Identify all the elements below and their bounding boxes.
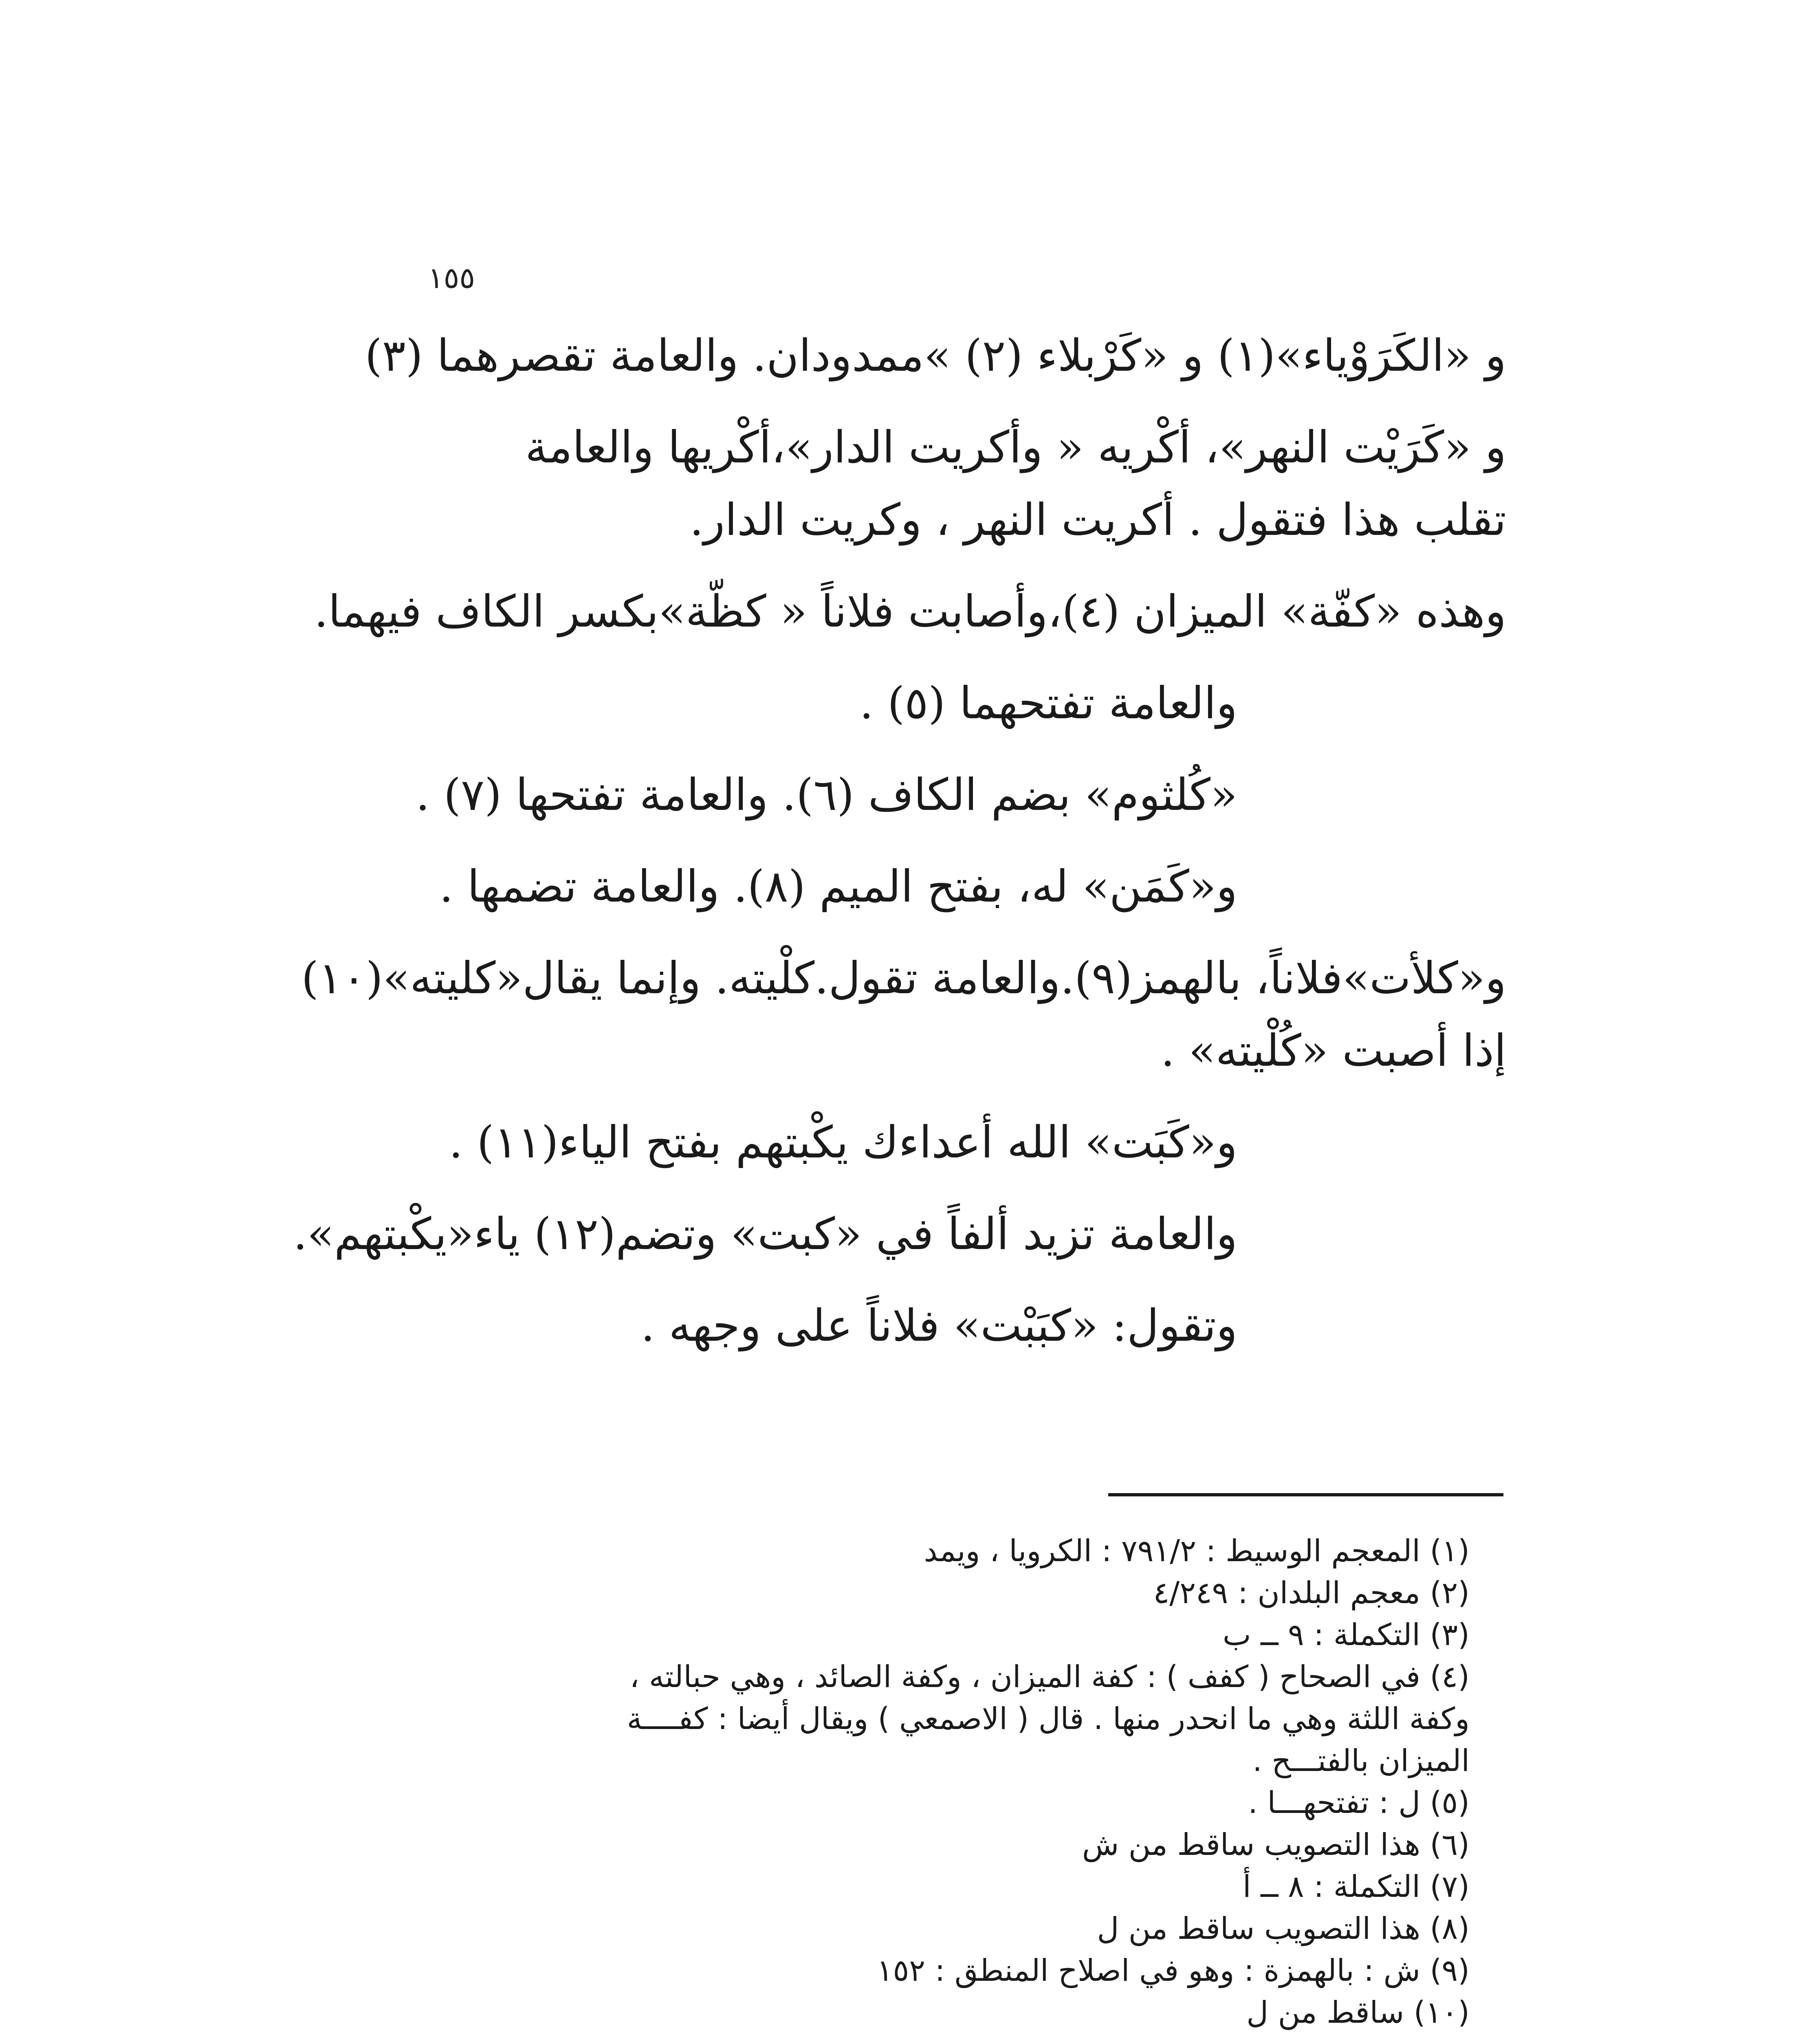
footnote: (٦) هذا التصويب ساقط من ش: [1082, 1827, 1470, 1862]
text-line: والعامة تفتحهما (٥) .: [859, 678, 1237, 729]
main-text: [293, 330, 1506, 1396]
footnote: (٨) هذا التصويب ساقط من ل: [1097, 1911, 1470, 1946]
page-number: ١٥٥: [428, 261, 475, 295]
footnote: (١) المعجم الوسيط : ٧٩١/٢ : الكرويا ، ويمد: [924, 1533, 1470, 1568]
footnote: (٩) ش : بالهمزة : وهو في اصلاح المنطق : ١٥٢: [876, 1953, 1470, 1988]
footnote: (١٠) ساقط من ل: [1246, 1995, 1470, 2030]
footnote-separator: [1108, 1493, 1503, 1496]
text-line: و«كَبَت» الله أعداءك يكْبتهم بفتح الياء(١١) .: [449, 1117, 1237, 1168]
footnote: (٤) في الصحاح ( كفف ) : كفة الميزان ، وكفة الصائد ، وهي حبالته ،: [629, 1659, 1470, 1694]
text-line: والعامة تزيد ألفاً في «كبت» وتضم(١٢) ياء«يكْبتهم».: [293, 1209, 1237, 1260]
text-line: وتقول: «كبَبْت» فلاناً على وجهه .: [640, 1300, 1237, 1351]
text-line: إذا أصبت «كُلْيته» .: [1160, 1025, 1506, 1076]
text-line: و«كلأت»فلاناً، بالهمز(٩).والعامة تقول.كلْيته. وإنما يقال«كليته»(١٠): [301, 953, 1506, 1004]
footnote-continuation: الميزان بالفتـــح .: [1252, 1743, 1470, 1778]
footnote: (٣) التكملة : ٩ ــ ب: [1222, 1617, 1470, 1652]
footnote: (٢) معجم البلدان : ٤/٢٤٩: [1153, 1575, 1470, 1610]
text-line: و «كَرَيْت النهر»، أكْريه « وأكريت الدار»،أكْريها والعامة: [525, 422, 1506, 473]
footnotes: [296, 1533, 1470, 2037]
footnote: (٧) التكملة : ٨ ــ أ: [1243, 1869, 1470, 1904]
text-line: «كُلثوم» بضم الكاف (٦). والعامة تفتحها (٧) .: [416, 770, 1237, 821]
footnote-continuation: وكفة اللثة وهي ما انحدر منها . قال ( الاصمعي ) ويقال أيضا : كفــــة: [627, 1701, 1470, 1736]
text-line: و«كَمَن» له، بفتح الميم (٨). والعامة تضمها .: [439, 861, 1237, 912]
text-line: تقلب هذا فتقول . أكريت النهر ، وكريت الدار.: [689, 495, 1506, 546]
text-line: وهذه «كفّة» الميزان (٤)،وأصابت فلاناً « كظّة»بكسر الكاف فيهما.: [314, 586, 1506, 637]
footnote: (٥) ل : تفتحهـــا .: [1248, 1785, 1470, 1820]
text-line: و «الكَرَوْياء»(١) و «كَرْبلاء (٢) »ممدودان. والعامة تقصرهما (٣): [365, 330, 1506, 381]
